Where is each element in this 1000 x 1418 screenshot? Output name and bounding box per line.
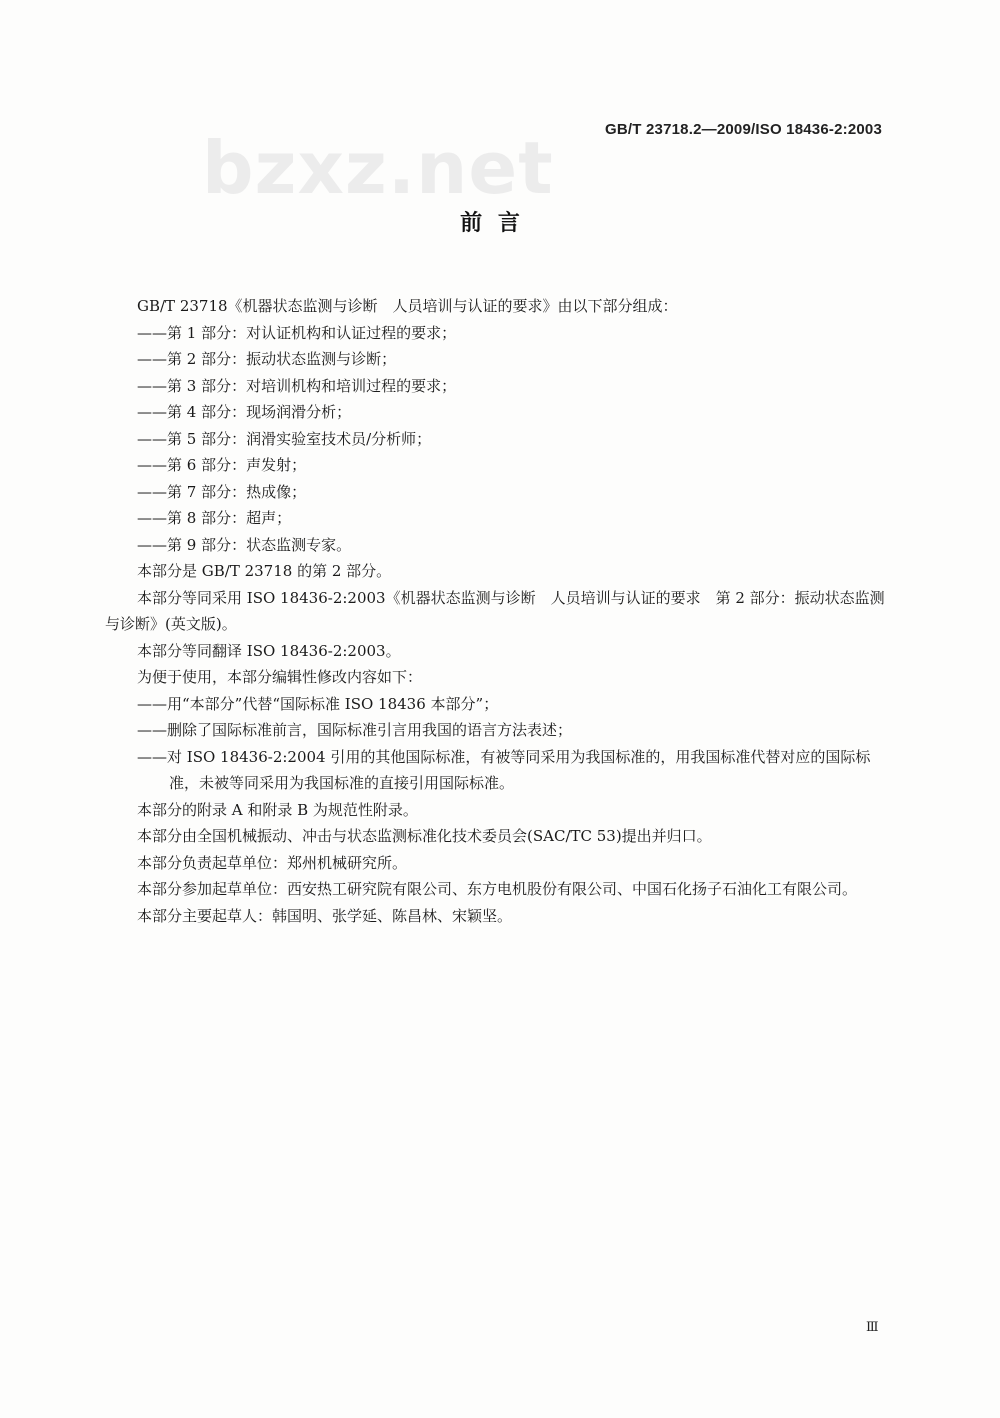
proposer-statement: 本部分由全国机械振动、冲击与状态监测标准化技术委员会(SAC/TC 53)提出并归口。 [137, 827, 712, 845]
watermark: bzxz.net [202, 126, 554, 210]
annex-statement: 本部分的附录 A 和附录 B 为规范性附录。 [137, 800, 418, 819]
drafting-unit: 本部分负责起草单位：郑州机械研究所。 [137, 853, 408, 872]
list-item-part-8: ——第 8 部分：超声； [137, 509, 292, 527]
adoption-statement: 本部分等同采用 ISO 18436-2:2003《机器状态监测与诊断 人员培训与认证的要求 第 2 部分：振动状态监测与诊断》(英文版)。 [105, 588, 885, 633]
list-item-part-5: ——第 5 部分：润滑实验室技术员/分析师； [137, 429, 432, 448]
participating-units: 本部分参加起草单位：西安热工研究院有限公司、东方电机股份有限公司、中国石化扬子石油化工有限公司。 [137, 880, 858, 898]
main-drafters: 本部分主要起草人：韩国明、张学延、陈昌林、宋颖坚。 [137, 906, 513, 925]
list-item-part-4: ——第 4 部分：现场润滑分析； [137, 403, 352, 421]
editorial-changes-intro: 为便于使用，本部分编辑性修改内容如下： [137, 668, 423, 686]
list-item-part-9: ——第 9 部分：状态监测专家。 [137, 535, 352, 554]
list-item-part-3: ——第 3 部分：对培训机构和培训过程的要求； [137, 376, 457, 395]
intro-paragraph: GB/T 23718《机器状态监测与诊断 人员培训与认证的要求》由以下部分组成： [137, 297, 678, 315]
part-statement: 本部分是 GB/T 23718 的第 2 部分。 [137, 562, 392, 580]
editorial-change-2: ——删除了国际标准前言，国际标准引言用我国的语言方法表述； [137, 721, 573, 739]
editorial-change-1: ——用“本部分”代替“国际标准 ISO 18436 本部分”； [137, 694, 499, 713]
list-item-part-7: ——第 7 部分：热成像； [137, 482, 307, 501]
page-title: 前 言 [460, 211, 524, 236]
list-item-part-6: ——第 6 部分：声发射； [137, 456, 307, 474]
list-item-part-1: ——第 1 部分：对认证机构和认证过程的要求； [137, 323, 457, 342]
standard-number: GB/T 23718.2—2009/ISO 18436-2:2003 [605, 121, 882, 138]
foreword-body [105, 293, 895, 929]
list-item-part-2: ——第 2 部分：振动状态监测与诊断； [137, 350, 397, 368]
page-number: Ⅲ [866, 1320, 879, 1335]
translation-statement: 本部分等同翻译 ISO 18436-2:2003。 [137, 641, 401, 660]
editorial-change-3: ——对 ISO 18436-2:2004 引用的其他国际标准，有被等同采用为我国标准的，用我国标准代替对应的国际标准，未被等同采用为我国标准的直接引用国际标准。 [137, 747, 871, 792]
